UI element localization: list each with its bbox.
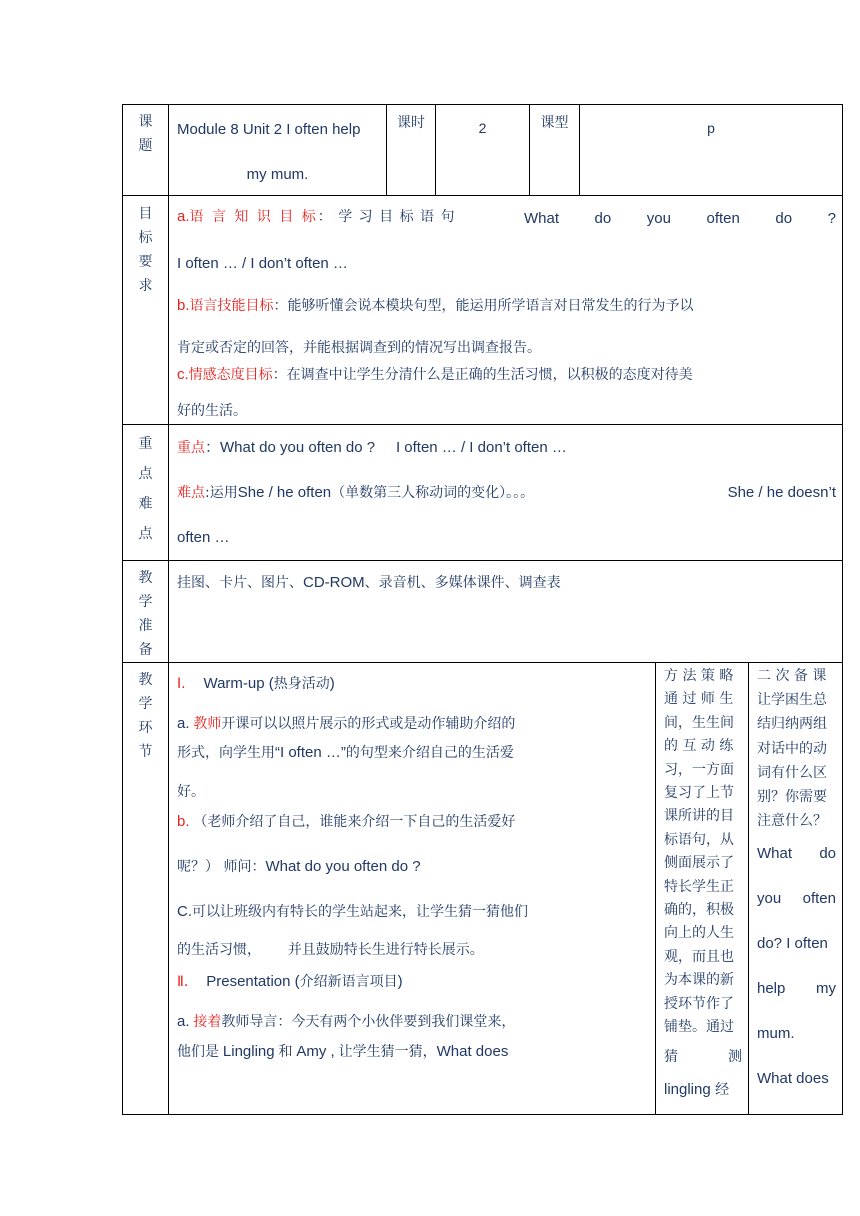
type-value-cell: [580, 105, 843, 196]
topic-line-1: Module 8 Unit 2 I often help: [177, 121, 361, 138]
header-row: [123, 105, 843, 196]
preparation-content-cell: [169, 561, 843, 663]
step-1b-line-1: [177, 813, 649, 831]
step-text: 他们是: [177, 1044, 219, 1060]
second-en-word: my: [816, 980, 836, 997]
word: do: [775, 210, 793, 227]
side-line: 侧面展示了: [664, 855, 734, 872]
side-line: 对话中的动: [757, 740, 827, 757]
second-en-line: What does: [757, 1070, 829, 1087]
highlight-text: 教师: [193, 716, 222, 732]
goal-a-text: ： 学 习 目 标 语 句: [317, 209, 456, 225]
second-en-word: do: [819, 845, 836, 862]
steps-label-cell: [123, 663, 169, 1115]
second-prep-cell: [749, 663, 843, 1115]
side-line: 的 互 动 练: [664, 738, 734, 755]
second-en-word: often: [802, 890, 836, 907]
goals-label-char: 目: [138, 206, 153, 222]
goals-label-cell: [123, 196, 169, 425]
keypoints-label-char: 点: [138, 466, 153, 482]
step-1-title-zh: 热身活动: [273, 676, 330, 692]
second-en-word: help: [757, 980, 786, 997]
side-line: 向上的人生: [664, 925, 734, 942]
method-word: 测: [728, 1049, 742, 1065]
step-1-title: Warm-up (: [203, 675, 274, 692]
method-cell: [656, 663, 749, 1115]
step-1-title-end: ): [329, 675, 335, 692]
side-line: 别？你需要: [757, 789, 827, 805]
item-letter: a.: [177, 1013, 190, 1030]
step-text: 教师导言：今天有两个小伙伴要到我们课堂来，: [221, 1014, 516, 1030]
side-line: 复习了上节: [664, 785, 734, 801]
difficult-point-note: （单数第三人称动词的变化）。。。: [331, 485, 535, 501]
word: What: [524, 210, 560, 227]
method-word: 经: [715, 1082, 730, 1098]
side-line: 词有什么区: [757, 764, 827, 781]
side-line: 二 次 备 课: [757, 668, 827, 684]
preparation-text: [177, 574, 836, 592]
goals-label-char: 求: [138, 278, 153, 294]
side-line: 注意什么？: [757, 813, 827, 830]
steps-label-char: 教: [138, 672, 153, 688]
word: you: [646, 210, 671, 227]
step-1c-line-1: [177, 903, 649, 921]
word: often: [706, 210, 740, 227]
second-en-line: [757, 890, 836, 908]
step-text-en: What does: [436, 1043, 509, 1060]
topic-cell: [169, 105, 387, 196]
goal-c-letter: c.: [177, 366, 189, 383]
step-text-en: Amy ,: [296, 1043, 335, 1060]
goal-c-line-2: 好的生活。: [177, 403, 247, 419]
side-line: 铺垫。通过: [664, 1019, 734, 1035]
side-line: 观，而且也: [664, 948, 734, 965]
step-1c-line-2: 的生活习惯， 并且鼓励特长生进行特长展示。: [177, 942, 484, 958]
key-point-text: ：What do you often do ? I often … / I don’t often …: [205, 439, 567, 456]
step-text-en: What do you often do ?: [265, 858, 421, 875]
period-label-cell: [387, 105, 436, 196]
goal-b-text: ：能够听懂会说本模块句型，能运用所学语言对日常发生的行为予以: [273, 298, 694, 314]
side-line: 课所讲的目: [664, 808, 734, 825]
side-line: 为本课的新: [664, 972, 734, 989]
goal-a-sentence: [524, 210, 836, 228]
step-2-number: Ⅱ.: [177, 974, 189, 990]
lesson-plan-table: [122, 104, 843, 1115]
highlight-text: 接着: [193, 1014, 222, 1030]
difficult-point-en-2: She / he doesn’t: [727, 484, 836, 501]
step-text: 呢？） 师问：: [177, 859, 266, 875]
method-line-end: [664, 1081, 742, 1099]
keypoints-row: [123, 425, 843, 561]
step-2a-line-2: [177, 1043, 649, 1061]
step-2-title-zh: 介绍新语言项目: [299, 974, 398, 990]
preparation-label-char: 教: [138, 570, 153, 586]
side-line: 方 法 策 略: [664, 668, 734, 684]
side-line: 特长学生正: [664, 878, 734, 895]
step-2-heading: [177, 973, 649, 991]
key-point-title: 重点: [177, 440, 205, 456]
step-1a-line-2: [177, 744, 649, 762]
second-en-line: mum.: [757, 1025, 795, 1042]
side-line: 习，一方面: [664, 761, 734, 778]
side-line: 结归纳两组: [757, 716, 827, 733]
step-1b-line-2: [177, 858, 649, 876]
preparation-label-char: 学: [138, 594, 153, 610]
step-text: 可以让班级内有特长的学生站起来，让学生猜一猜他们: [192, 904, 528, 920]
step-2-title: Presentation (: [206, 973, 300, 990]
difficult-point-text: :运用: [205, 485, 238, 501]
second-en-word: What: [757, 845, 793, 862]
period-label: 课时: [397, 115, 425, 131]
step-1a-line-3: 好。: [177, 784, 205, 800]
item-letter: b.: [177, 813, 190, 830]
goals-label-char: 标: [138, 230, 153, 246]
keypoints-content-cell: [169, 425, 843, 561]
keypoints-label-cell: [123, 425, 169, 561]
steps-label-char: 节: [138, 744, 153, 760]
goals-content-cell: [169, 196, 843, 425]
step-2a-line-1: [177, 1013, 649, 1031]
second-en-line: do? I often: [757, 935, 828, 952]
word: ?: [827, 210, 836, 227]
steps-label-char: 学: [138, 696, 153, 712]
keypoints-label-char: 难: [138, 496, 153, 512]
side-line: 间，生生间: [664, 714, 734, 731]
item-letter: C.: [177, 903, 192, 920]
step-1-number: Ⅰ.: [177, 676, 186, 692]
difficult-point-title: 难点: [177, 485, 205, 501]
side-line: 让学困生总: [757, 692, 827, 709]
topic-line-2: my mum.: [246, 166, 309, 183]
step-text: （老师介绍了自己，谁能来介绍一下自己的生活爱好: [193, 814, 516, 830]
step-2-title-end: ): [397, 973, 403, 990]
preparation-label-cell: [123, 561, 169, 663]
step-text: 和: [278, 1044, 293, 1060]
steps-content-cell: [169, 663, 656, 1115]
goal-b-letter: b.: [177, 297, 190, 314]
step-text: 让学生猜一猜，: [338, 1044, 437, 1060]
period-value: 2: [478, 120, 487, 136]
goal-b-line: [177, 297, 836, 315]
step-text: 开课可以以照片展示的形式或是动作辅助介绍的: [221, 716, 516, 732]
steps-label-char: 环: [138, 720, 153, 736]
method-line-guess: [664, 1049, 742, 1066]
goals-label-char: 要: [138, 254, 153, 270]
goal-c-text: ：在调查中让学生分清什么是正确的生活习惯，以积极的态度对待美: [272, 367, 693, 383]
type-label-cell: [530, 105, 580, 196]
goal-c-title: 情感态度目标: [188, 367, 273, 383]
topic-label-char: 题: [138, 138, 153, 154]
step-text-en: Lingling: [222, 1043, 275, 1060]
item-letter: a.: [177, 715, 190, 732]
preparation-text-part: 挂图、卡片、图片、: [177, 575, 303, 591]
side-line: 授环节作了: [664, 995, 734, 1012]
side-line: 确的，积极: [664, 902, 734, 918]
steps-row: [123, 663, 843, 1115]
side-line: 通 过 师 生: [664, 691, 734, 708]
type-label: 课型: [540, 115, 569, 131]
goal-a-line-2: I often … / I don’t often …: [177, 255, 348, 272]
preparation-cdrom: CD-ROM: [303, 574, 365, 591]
step-text: 的句型来介绍自己的生活爱: [345, 745, 514, 761]
preparation-label-char: 准: [138, 618, 153, 634]
goals-row: [123, 196, 843, 425]
word: do: [594, 210, 612, 227]
second-en-line: [757, 980, 836, 998]
step-1a-line-1: [177, 715, 649, 733]
difficult-point-en: She / he often: [237, 484, 332, 501]
period-value-cell: [436, 105, 530, 196]
key-point-line: [177, 439, 836, 457]
second-en-line: [757, 845, 836, 863]
step-1-heading: [177, 675, 649, 693]
method-en: lingling: [664, 1081, 711, 1098]
goal-b-line-2: 肯定或否定的回答，并能根据调查到的情况写出调查报告。: [177, 340, 541, 356]
goal-b-title: 语言技能目标: [189, 298, 274, 314]
method-word: 猜: [664, 1049, 678, 1065]
goal-a-letter: a.: [177, 208, 190, 225]
keypoints-label-char: 重: [138, 436, 153, 452]
side-line: 标语句，从: [664, 831, 734, 848]
step-text-en: “I often …”: [275, 744, 346, 761]
type-value: p: [707, 120, 715, 136]
difficult-point-line-2: often …: [177, 529, 230, 546]
topic-label-cell: [123, 105, 169, 196]
preparation-text-part: 、录音机、多媒体课件、调查表: [364, 575, 561, 591]
goal-a-title: 语 言 知 识 目 标: [189, 209, 318, 225]
goal-c-line: [177, 366, 836, 384]
preparation-label-char: 备: [138, 642, 153, 658]
keypoints-label-char: 点: [138, 526, 153, 542]
second-en-word: you: [757, 890, 782, 907]
preparation-row: [123, 561, 843, 663]
step-text: 形式，向学生用: [177, 745, 275, 761]
topic-label-char: 课: [138, 114, 153, 130]
